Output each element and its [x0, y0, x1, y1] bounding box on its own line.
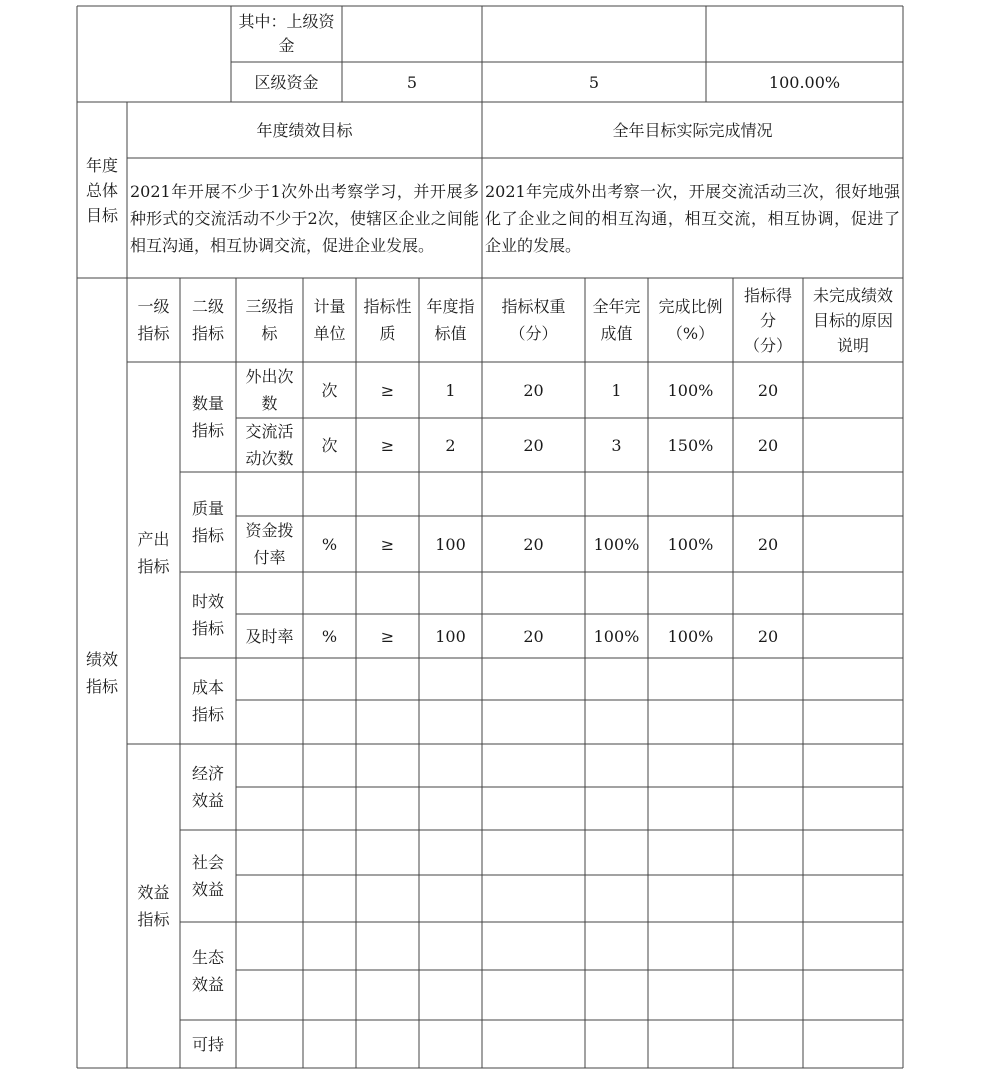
level2-quality: 质量 指标	[191, 499, 224, 545]
annual-goal-header: 年度绩效目标	[256, 120, 353, 140]
header-level2: 二级 指标	[191, 297, 224, 343]
level2-quantity: 数量 指标	[191, 394, 224, 440]
overall-goal-label: 年度总体目标	[85, 155, 118, 225]
row-exchange-nature: ≥	[380, 435, 395, 455]
row-exchange-actual: 3	[611, 435, 622, 455]
district-executed-value: 5	[588, 72, 600, 92]
header-target: 年度指 标值	[426, 297, 475, 343]
level2-sustainable: 可持	[191, 1034, 224, 1054]
row-exchange-target: 2	[445, 435, 456, 455]
level2-ecological: 生态 效益	[191, 948, 224, 994]
annual-goal-text: 2021年开展不少于1次外出考察学习，并开展多种形式的交流活动不少于2次，使辖区企业之间能相互沟通，相互协调交流，促进企业发展。	[130, 181, 479, 255]
row-disbursement-actual: 100%	[593, 534, 640, 554]
row-outing-score: 20	[757, 380, 779, 400]
level1-output: 产出 指标	[137, 530, 170, 576]
header-actual: 全年完 成值	[592, 297, 641, 343]
header-score: 指标得 分 （分）	[743, 285, 792, 355]
row-exchange-weight: 20	[523, 435, 544, 455]
level2-economic: 经济 效益	[191, 764, 224, 810]
header-level3: 三级指 标	[245, 297, 294, 343]
row-timeliness-unit: %	[321, 626, 338, 646]
row-exchange-unit: 次	[321, 435, 338, 455]
row-disbursement-name: 资金拨 付率	[245, 521, 294, 567]
row-timeliness-score: 20	[757, 626, 779, 646]
row-disbursement-unit: %	[321, 534, 338, 554]
actual-completion-header: 全年目标实际完成情况	[612, 120, 773, 140]
header-nature: 指标性 质	[363, 297, 412, 343]
row-exchange-score: 20	[757, 435, 779, 455]
row-disbursement-nature: ≥	[380, 534, 395, 554]
row-outing-target: 1	[445, 380, 456, 400]
row-timeliness-name: 及时率	[245, 626, 294, 646]
row-timeliness-actual: 100%	[593, 626, 640, 646]
row-disbursement-ratio: 100%	[667, 534, 714, 554]
row-exchange-name: 交流活 动次数	[245, 422, 294, 468]
header-ratio: 完成比例 （%）	[658, 297, 723, 343]
level2-timeliness: 时效 指标	[191, 592, 224, 638]
row-outing-unit: 次	[321, 380, 338, 400]
row-timeliness-ratio: 100%	[667, 626, 714, 646]
header-reason: 未完成绩效 目标的原因 说明	[812, 285, 893, 355]
row-outing-weight: 20	[523, 380, 544, 400]
row-disbursement-target: 100	[435, 534, 466, 554]
header-weight: 指标权重 （分）	[501, 297, 566, 343]
row-outing-name: 外出次 数	[245, 367, 294, 413]
level2-cost: 成本 指标	[191, 678, 224, 724]
row-disbursement-weight: 20	[523, 534, 544, 554]
row-outing-nature: ≥	[380, 380, 395, 400]
row-timeliness-target: 100	[435, 626, 466, 646]
header-unit: 计量 单位	[313, 297, 346, 343]
header-level1: 一级 指标	[137, 297, 170, 343]
level2-social: 社会 效益	[191, 853, 224, 899]
district-rate-value: 100.00%	[768, 72, 841, 92]
row-timeliness-weight: 20	[523, 626, 544, 646]
row-disbursement-score: 20	[757, 534, 779, 554]
row-outing-actual: 1	[611, 380, 622, 400]
district-funds-label: 区级资金	[254, 72, 319, 92]
performance-indicators-label: 绩效指标	[85, 650, 118, 696]
row-timeliness-nature: ≥	[380, 626, 395, 646]
row-outing-ratio: 100%	[667, 380, 714, 400]
level1-benefit: 效益 指标	[137, 883, 170, 929]
district-budget-value: 5	[406, 72, 418, 92]
row-exchange-ratio: 150%	[667, 435, 714, 455]
upper-funds-label: 其中：上级资金	[238, 12, 335, 55]
actual-completion-text: 2021年完成外出考察一次，开展交流活动三次，很好地强化了企业之间的相互沟通，相互交流，相互协调，促进了企业的发展。	[485, 181, 900, 255]
